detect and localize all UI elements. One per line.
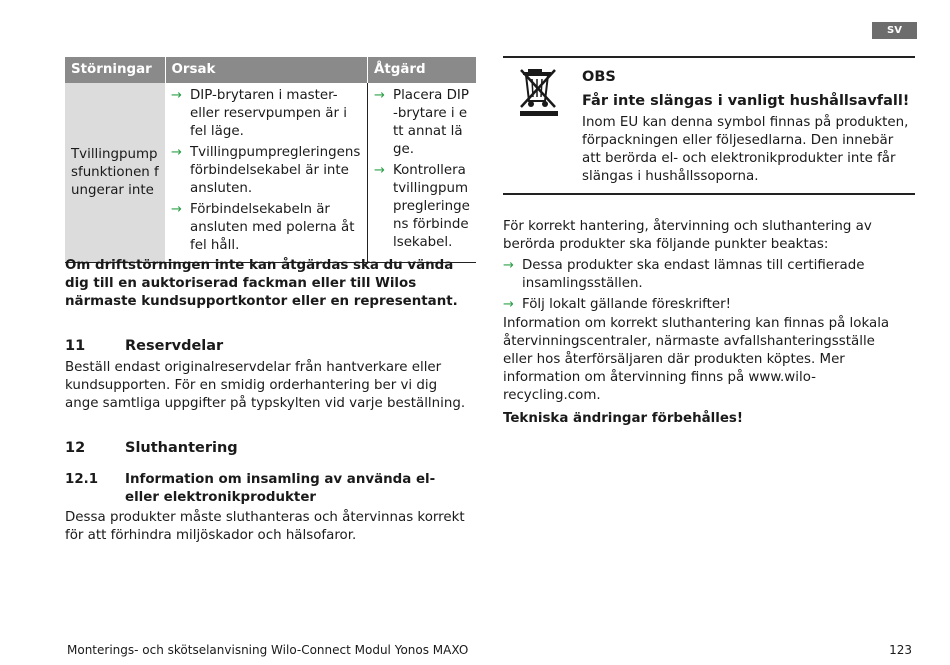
list-item bbox=[503, 257, 908, 293]
arrow-right-icon: → bbox=[171, 202, 182, 217]
list-item-text: Följ lokalt gällande föreskrifter! bbox=[522, 297, 731, 312]
cause-item bbox=[171, 87, 361, 141]
column-header-cause: Orsak bbox=[165, 57, 368, 83]
section-number: 12.1 bbox=[65, 472, 99, 487]
cause-item bbox=[171, 144, 361, 198]
cause-item bbox=[171, 201, 361, 255]
section-title: Information om insamling av använda el- eller elektronikprodukter bbox=[125, 472, 436, 505]
list-item bbox=[503, 296, 908, 314]
section-number: 12 bbox=[65, 440, 86, 456]
fault-text: Tvillingpumpsfunktionen fungerar inte bbox=[71, 146, 159, 198]
section-12-heading bbox=[65, 439, 238, 457]
action-cell bbox=[368, 83, 477, 263]
page-number: 123 bbox=[889, 643, 912, 657]
list-item-text: Dessa produkter ska endast lämnas till certifierade insamlingsställen. bbox=[522, 258, 865, 291]
language-badge: SV bbox=[872, 22, 917, 39]
disposal-bullet-list bbox=[503, 257, 908, 317]
cause-text: DIP-brytaren i master- eller reservpumpen är i fel läge. bbox=[190, 88, 347, 139]
action-item bbox=[374, 162, 470, 252]
section-title: Reservdelar bbox=[125, 338, 224, 354]
technical-changes-notice: Tekniska ändringar förbehålles! bbox=[503, 411, 744, 426]
action-text: Kontrollera tvillingpumpregleringens förbindelsekabel. bbox=[393, 163, 470, 250]
arrow-right-icon: → bbox=[374, 88, 385, 103]
crossed-out-wheelie-bin-icon bbox=[518, 67, 560, 117]
column-header-fault: Störningar bbox=[65, 57, 165, 83]
cause-cell bbox=[165, 83, 368, 263]
column-header-action: Åtgärd bbox=[368, 57, 477, 83]
action-item bbox=[374, 87, 470, 159]
arrow-right-icon: → bbox=[503, 258, 514, 273]
obs-bottom-rule bbox=[503, 193, 915, 195]
section-title: Sluthantering bbox=[125, 440, 238, 456]
arrow-right-icon: → bbox=[171, 145, 182, 160]
cause-text: Förbindelsekabeln är ansluten med polerna åt fel håll. bbox=[190, 202, 355, 253]
section-11-text: Beställ endast originalreservdelar från hantverkare eller kundsupporten. För en smidig orderhantering ber vi dig ange samtliga uppgifter på typskylten vid varje beställning. bbox=[65, 360, 466, 411]
obs-label: OBS bbox=[582, 69, 616, 85]
obs-heading: Får inte slängas i vanligt hushållsavfall! bbox=[582, 93, 910, 109]
section-12-1-text: Dessa produkter måste sluthanteras och återvinnas korrekt för att förhindra miljöskador och hälsofaror. bbox=[65, 510, 465, 543]
section-12-1-heading bbox=[65, 471, 475, 507]
arrow-right-icon: → bbox=[171, 88, 182, 103]
section-11-heading bbox=[65, 337, 223, 355]
section-number: 11 bbox=[65, 338, 86, 354]
disposal-info: Information om korrekt sluthantering kan finnas på lokala återvinningscentraler, närmaste avfallshanteringsställe eller hos återförsäljaren där produkten köptes. Mer information om återvinning finns på www.wilo-recycling.com. bbox=[503, 316, 890, 403]
troubleshooting-table bbox=[65, 57, 476, 263]
obs-top-rule bbox=[503, 56, 915, 58]
disposal-intro: För korrekt hantering, återvinning och sluthantering av berörda produkter ska följande punkter beaktas: bbox=[503, 219, 872, 252]
cause-text: Tvillingpumpregleringens förbindelsekabel är inte ansluten. bbox=[190, 145, 361, 196]
table-header-row bbox=[65, 57, 476, 83]
fault-cell bbox=[65, 83, 165, 263]
footer-title: Monterings- och skötselanvisning Wilo-Connect Modul Yonos MAXO bbox=[67, 643, 469, 657]
troubleshooting-note: Om driftstörningen inte kan åtgärdas ska du vända dig till en auktoriserad fackman eller till Wilos närmaste kundsupportkontor eller en representant. bbox=[65, 258, 458, 309]
table-row bbox=[65, 83, 476, 263]
arrow-right-icon: → bbox=[374, 163, 385, 178]
action-text: Placera DIP-brytare i ett annat läge. bbox=[393, 88, 469, 157]
arrow-right-icon: → bbox=[503, 297, 514, 312]
obs-text: Inom EU kan denna symbol finnas på produkten, förpackningen eller följesedlarna. Den innebär att berörda el- och elektronikprodukter inte får slängas i hushållssoporna. bbox=[582, 115, 909, 184]
